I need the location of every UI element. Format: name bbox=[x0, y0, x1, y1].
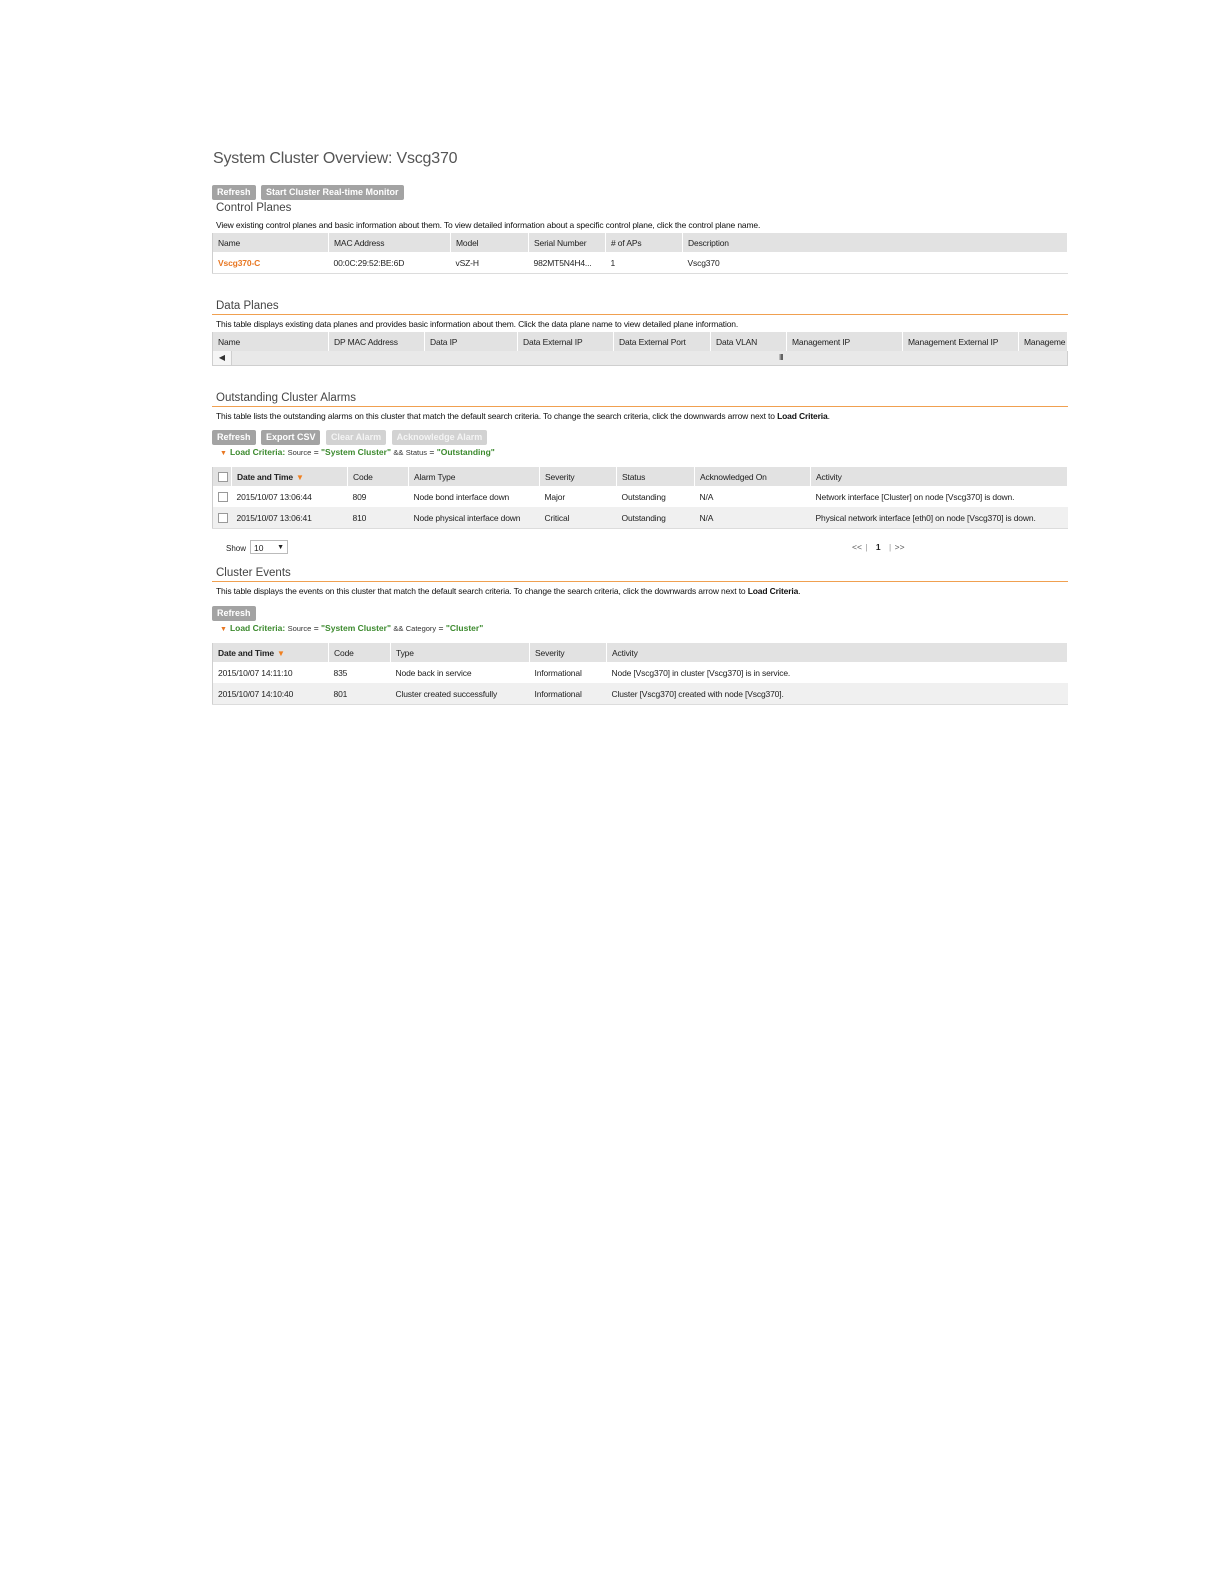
column-header-management-truncated[interactable]: Manageme bbox=[1019, 332, 1068, 351]
date-time-header-label: Date and Time bbox=[218, 647, 274, 658]
start-monitor-button[interactable]: Start Cluster Real-time Monitor bbox=[261, 185, 404, 200]
cell-activity: Cluster [Vscg370] created with node [Vscg370]. bbox=[607, 683, 1068, 705]
sort-desc-icon: ▼ bbox=[296, 472, 304, 482]
column-header-data-external-ip[interactable]: Data External IP bbox=[518, 332, 614, 351]
cell-acknowledged-on: N/A bbox=[699, 491, 714, 502]
column-header-acknowledged-on[interactable]: Acknowledged On bbox=[695, 467, 811, 486]
column-header-serial-number[interactable]: Serial Number bbox=[529, 233, 606, 252]
criteria-toggle-icon[interactable]: ▼ bbox=[220, 626, 227, 633]
alarms-description: This table lists the outstanding alarms on this cluster that match the default search criteria. To change the search criteria, click the downwards arrow next to Load Criteria. bbox=[216, 411, 830, 421]
alarms-toolbar bbox=[212, 427, 1068, 443]
column-header-description[interactable]: Description bbox=[683, 233, 1068, 252]
divider: | bbox=[865, 542, 868, 552]
column-header-data-ip[interactable]: Data IP bbox=[425, 332, 518, 351]
cell-code: 809 bbox=[352, 491, 367, 502]
sort-desc-icon: ▼ bbox=[277, 648, 285, 658]
alarms-pagination bbox=[212, 539, 1068, 561]
events-toolbar bbox=[212, 603, 1068, 619]
table-row bbox=[213, 683, 1068, 705]
events-description-text: This table displays the events on this cluster that match the default search criteria. To change the search criteria, click the downwards arrow next to bbox=[216, 586, 746, 596]
column-header-code[interactable]: Code bbox=[329, 643, 391, 662]
column-header-code[interactable]: Code bbox=[348, 467, 409, 486]
table-row bbox=[213, 252, 1068, 274]
cell-activity: Network interface [Cluster] on node [Vscg370] is down. bbox=[815, 491, 1015, 502]
column-header-num-aps[interactable]: # of APs bbox=[606, 233, 683, 252]
column-header-model[interactable]: Model bbox=[451, 233, 529, 252]
show-label: Show bbox=[226, 544, 247, 553]
page-title: System Cluster Overview: Vscg370 bbox=[213, 150, 458, 167]
divider: | bbox=[889, 542, 892, 552]
criteria-and: && bbox=[393, 624, 404, 633]
cell-activity: Physical network interface [eth0] on node [Vscg370] is down. bbox=[811, 507, 1068, 529]
criteria-key: Source bbox=[287, 624, 312, 633]
cell-severity: Informational bbox=[534, 667, 582, 678]
row-checkbox-cell bbox=[213, 486, 232, 507]
column-header-name[interactable]: Name bbox=[213, 332, 329, 351]
chevron-down-icon: ▼ bbox=[277, 544, 284, 551]
column-header-name[interactable]: Name bbox=[213, 233, 329, 252]
data-planes-table bbox=[212, 332, 1068, 351]
acknowledge-alarm-button[interactable]: Acknowledge Alarm bbox=[392, 430, 488, 445]
cell-model: vSZ-H bbox=[455, 257, 479, 268]
column-header-alarm-type[interactable]: Alarm Type bbox=[409, 467, 540, 486]
table-row bbox=[213, 662, 1068, 683]
refresh-button[interactable]: Refresh bbox=[212, 185, 256, 200]
cell-code: 835 bbox=[333, 667, 348, 678]
cell-status: Outstanding bbox=[617, 507, 695, 529]
alarms-description-text: This table lists the outstanding alarms on this cluster that match the default search criteria. To change the search criteria, click the downwards arrow next to bbox=[216, 411, 775, 421]
scroll-grip-icon[interactable]: III bbox=[779, 353, 783, 362]
cell-type: Cluster created successfully bbox=[391, 683, 530, 705]
select-all-checkbox-cell bbox=[213, 467, 232, 486]
cell-date-time: 2015/10/07 14:10:40 bbox=[213, 683, 329, 705]
next-page-link[interactable]: >> bbox=[894, 542, 905, 552]
column-header-management-external-ip[interactable]: Management External IP bbox=[903, 332, 1019, 351]
criteria-key: Status bbox=[405, 448, 428, 457]
events-refresh-button[interactable]: Refresh bbox=[212, 606, 256, 621]
column-header-data-external-port[interactable]: Data External Port bbox=[614, 332, 711, 351]
criteria-key: Source bbox=[287, 448, 312, 457]
column-header-type[interactable]: Type bbox=[391, 643, 530, 662]
cell-alarm-type: Node physical interface down bbox=[409, 507, 540, 529]
export-csv-button[interactable]: Export CSV bbox=[261, 430, 321, 445]
cell-severity: Critical bbox=[540, 507, 617, 529]
data-planes-title: Data Planes bbox=[212, 300, 1068, 315]
scroll-left-arrow-icon[interactable]: ◀ bbox=[213, 351, 232, 365]
column-header-severity[interactable]: Severity bbox=[540, 467, 617, 486]
row-checkbox[interactable] bbox=[218, 492, 228, 502]
criteria-value: "System Cluster" bbox=[321, 623, 391, 633]
prev-page-link[interactable]: << bbox=[852, 542, 862, 552]
criteria-toggle-icon[interactable]: ▼ bbox=[220, 450, 227, 457]
cluster-overview-page bbox=[212, 150, 1068, 705]
cell-type: Node back in service bbox=[395, 667, 472, 678]
column-header-severity[interactable]: Severity bbox=[530, 643, 607, 662]
control-planes-description: View existing control planes and basic information about them. To view detailed information about a specific control plane, click the control plane name. bbox=[216, 220, 761, 230]
criteria-value: "Cluster" bbox=[445, 623, 484, 633]
cell-num-aps: 1 bbox=[610, 257, 616, 268]
page-size-value: 10 bbox=[254, 543, 264, 553]
current-page[interactable]: 1 bbox=[875, 542, 881, 552]
control-plane-name-link[interactable]: Vscg370-C bbox=[218, 257, 261, 268]
alarms-title: Outstanding Cluster Alarms bbox=[212, 392, 1068, 407]
cell-severity: Major bbox=[544, 491, 566, 502]
page-navigation bbox=[852, 542, 905, 552]
column-header-date-time[interactable] bbox=[213, 643, 329, 662]
events-description-bold: Load Criteria bbox=[747, 586, 799, 596]
column-header-status[interactable]: Status bbox=[617, 467, 695, 486]
load-criteria-label[interactable]: Load Criteria: bbox=[229, 623, 286, 633]
alarms-table bbox=[212, 467, 1068, 529]
events-description: This table displays the events on this cluster that match the default search criteria. To change the search criteria, click the downwards arrow next to Load Criteria. bbox=[216, 586, 801, 596]
load-criteria-label[interactable]: Load Criteria: bbox=[229, 447, 286, 457]
data-planes-description: This table displays existing data planes and provides basic information about them. Click the data plane name to view detailed plane information. bbox=[216, 319, 739, 329]
cell-date-time: 2015/10/07 14:11:10 bbox=[218, 667, 293, 678]
cell-date-time: 2015/10/07 13:06:41 bbox=[232, 507, 348, 529]
horizontal-scrollbar[interactable] bbox=[212, 351, 1068, 366]
cell-severity: Informational bbox=[530, 683, 607, 705]
criteria-key: Category bbox=[405, 624, 437, 633]
cell-code: 801 bbox=[329, 683, 391, 705]
cell-activity: Node [Vscg370] in cluster [Vscg370] is in service. bbox=[611, 667, 791, 678]
control-planes-table bbox=[212, 233, 1068, 274]
table-row[interactable] bbox=[213, 486, 1068, 507]
column-header-date-time[interactable] bbox=[232, 467, 348, 486]
events-title: Cluster Events bbox=[212, 567, 1068, 582]
alarms-refresh-button[interactable]: Refresh bbox=[212, 430, 256, 445]
cell-code: 810 bbox=[348, 507, 409, 529]
select-all-checkbox[interactable] bbox=[218, 472, 228, 482]
cell-mac-address: 00:0C:29:52:BE:6D bbox=[333, 257, 405, 268]
alarms-description-bold: Load Criteria bbox=[777, 411, 828, 421]
alarms-load-criteria: ▼ Load Criteria: Source = "System Cluster" && Status = "Outstanding" bbox=[220, 447, 495, 457]
cell-description: Vscg370 bbox=[687, 257, 720, 268]
cell-serial-number: 982MT5N4H4... bbox=[533, 257, 592, 268]
row-checkbox[interactable] bbox=[218, 513, 228, 523]
date-time-header-label: Date and Time bbox=[237, 471, 293, 482]
criteria-value: "System Cluster" bbox=[321, 447, 391, 457]
cell-alarm-type: Node bond interface down bbox=[413, 491, 510, 502]
column-header-mac-address[interactable]: MAC Address bbox=[329, 233, 451, 252]
page-size-select[interactable] bbox=[250, 540, 288, 554]
control-planes-title: Control Planes bbox=[216, 202, 292, 214]
cell-acknowledged-on: N/A bbox=[695, 507, 811, 529]
top-toolbar bbox=[212, 182, 1068, 198]
table-row[interactable] bbox=[213, 507, 1068, 529]
events-load-criteria: ▼ Load Criteria: Source = "System Cluster" && Category = "Cluster" bbox=[220, 623, 484, 633]
row-checkbox-cell bbox=[213, 507, 232, 529]
criteria-value: "Outstanding" bbox=[436, 447, 495, 457]
column-header-activity[interactable]: Activity bbox=[811, 467, 1068, 486]
column-header-dp-mac-address[interactable]: DP MAC Address bbox=[329, 332, 425, 351]
events-table bbox=[212, 643, 1068, 705]
cell-date-time: 2015/10/07 13:06:44 bbox=[236, 491, 312, 502]
criteria-and: && bbox=[393, 448, 404, 457]
column-header-management-ip[interactable]: Management IP bbox=[787, 332, 903, 351]
column-header-data-vlan[interactable]: Data VLAN bbox=[711, 332, 787, 351]
clear-alarm-button[interactable]: Clear Alarm bbox=[326, 430, 386, 445]
column-header-activity[interactable]: Activity bbox=[607, 643, 1068, 662]
cell-status: Outstanding bbox=[621, 491, 666, 502]
